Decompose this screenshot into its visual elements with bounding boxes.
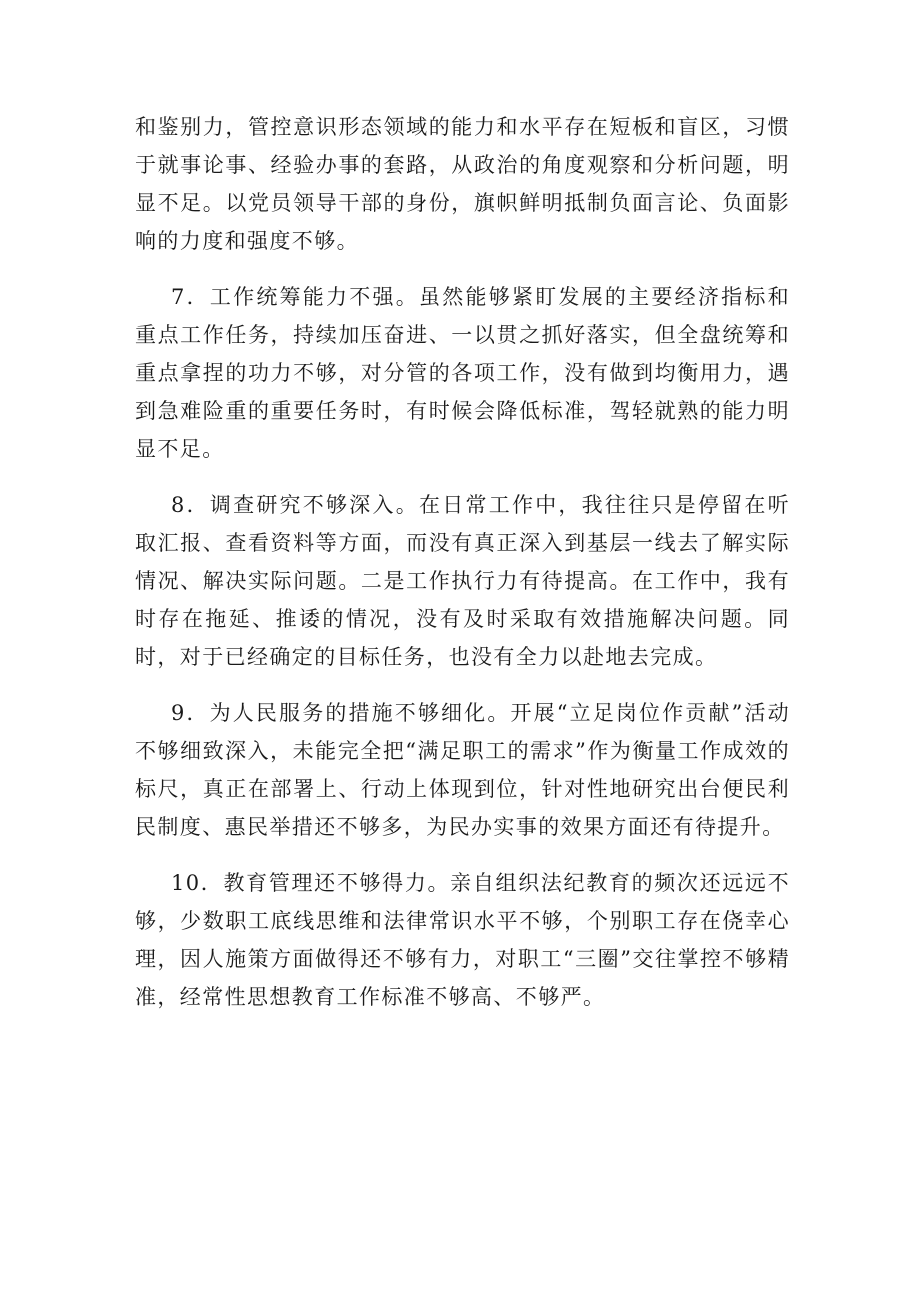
paragraph-10: 10．教育管理还不够得力。亲自组织法纪教育的频次还远远不够，少数职工底线思维和法律常识水平不够，个别职工存在侥幸心理，因人施策方面做得还不够有力，对职工“三圈”交往掌控不够精准，经常性思想教育工作标准不够高、不够严。: [135, 871, 790, 1009]
paragraph-9: 9．为人民服务的措施不够细化。开展“立足岗位作贡献”活动不够细致深入，未能完全把“满足职工的需求”作为衡量工作成效的标尺，真正在部署上、行动上体现到位，针对性地研究出台便民利民制度、惠民举措还不够多，为民办实事的效果方面还有待提升。: [135, 701, 790, 839]
document-body: [135, 108, 790, 1034]
paragraph-6-continued: 和鉴别力，管控意识形态领域的能力和水平存在短板和盲区，习惯于就事论事、经验办事的套路，从政治的角度观察和分析问题，明显不足。以党员领导干部的身份，旗帜鲜明抵制负面言论、负面影响的力度和强度不够。: [135, 115, 790, 253]
paragraph-8: 8．调查研究不够深入。在日常工作中，我往往只是停留在听取汇报、查看资料等方面，而没有真正深入到基层一线去了解实际情况、解决实际问题。二是工作执行力有待提高。在工作中，我有时存在拖延、推诿的情况，没有及时采取有效措施解决问题。同时，对于已经确定的目标任务，也没有全力以赴地去完成。: [135, 493, 790, 669]
paragraph-7: 7．工作统筹能力不强。虽然能够紧盯发展的主要经济指标和重点工作任务，持续加压奋进、一以贯之抓好落实，但全盘统筹和重点拿捏的功力不够，对分管的各项工作，没有做到均衡用力，遇到急难险重的重要任务时，有时候会降低标准，驾轻就熟的能力明显不足。: [135, 285, 790, 461]
